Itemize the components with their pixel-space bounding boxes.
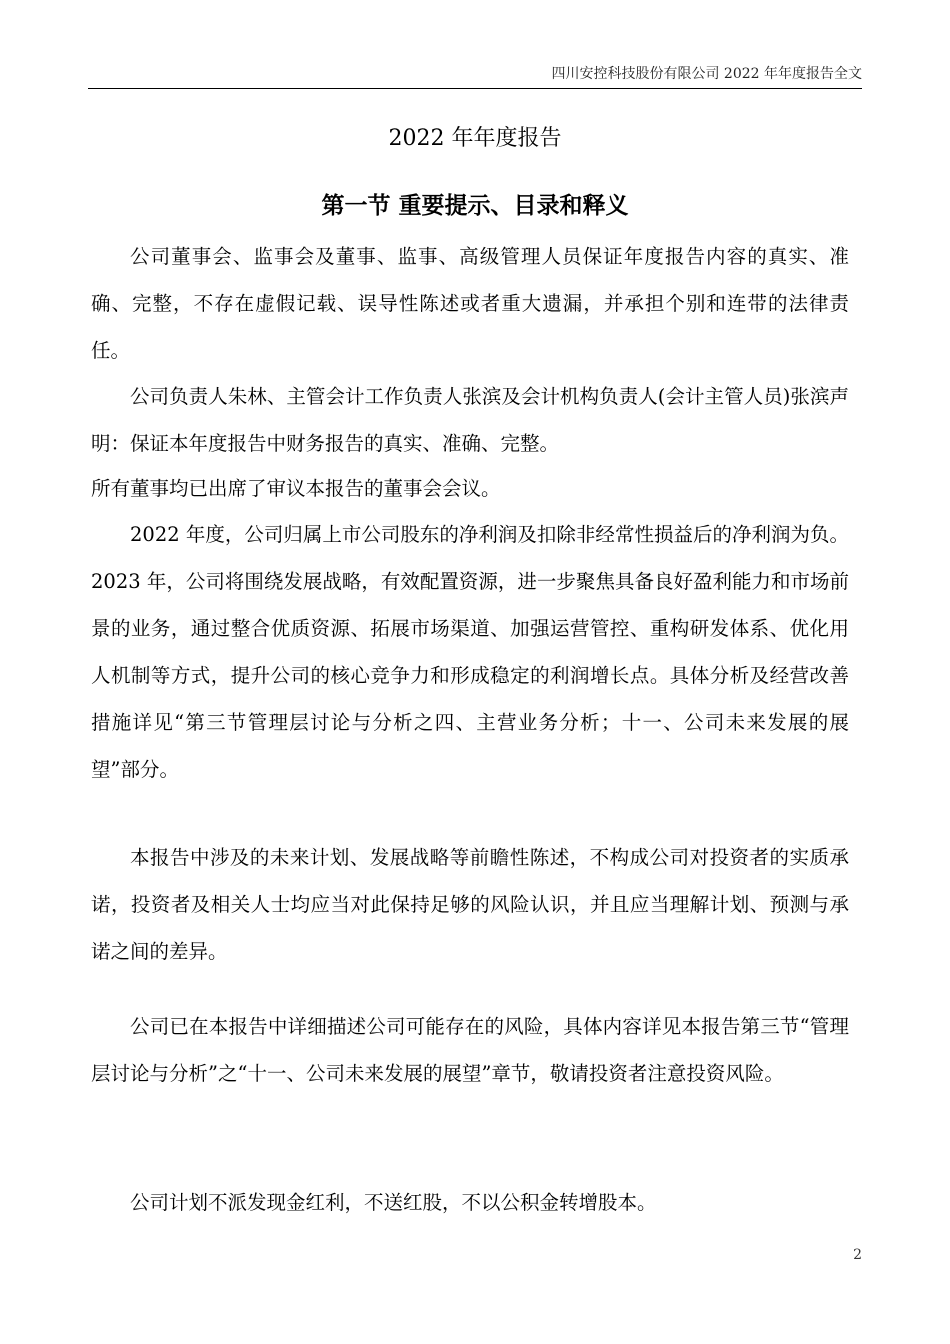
header-divider <box>88 88 862 89</box>
paragraph-dividend-plan: 公司计划不派发现金红利，不送红股，不以公积金转增股本。 <box>130 1191 657 1214</box>
paragraph-forward-looking: 本报告中涉及的未来计划、发展战略等前瞻性陈述，不构成公司对投资者的实质承诺，投资者及相关人士均应当对此保持足够的风险认识，并且应当理解计划、预测与承诺之间的差异。 <box>91 846 849 963</box>
section-title: 第一节 重要提示、目录和释义 <box>321 192 629 219</box>
paragraph-board-guarantee: 公司董事会、监事会及董事、监事、高级管理人员保证年度报告内容的真实、准确、完整，不存在虚假记载、误导性陈述或者重大遗漏，并承担个别和连带的法律责任。 <box>91 245 849 362</box>
paragraph-profit-outlook: 2022 年度，公司归属上市公司股东的净利润及扣除非经常性损益后的净利润为负。2023 年，公司将围绕发展战略，有效配置资源，进一步聚焦具备良好盈利能力和市场前景的业务，通过整合优质资源、拓展市场渠道、加强运营管控、重构研发体系、优化用人机制等方式，提升公司的核心竞争力和形成稳定的利润增长点。具体分析及经营改善措施详见“第三节管理层讨论与分析之四、主营业务分析；十一、公司未来发展的展望”部分。 <box>91 523 849 781</box>
paragraph-board-attendance: 所有董事均已出席了审议本报告的董事会会议。 <box>91 477 501 500</box>
paragraph-responsible-persons: 公司负责人朱林、主管会计工作负责人张滨及会计机构负责人(会计主管人员)张滨声明：保证本年度报告中财务报告的真实、准确、完整。 <box>91 385 849 455</box>
running-header: 四川安控科技股份有限公司 2022 年年度报告全文 <box>551 66 862 82</box>
paragraph-risk-notice: 公司已在本报告中详细描述公司可能存在的风险，具体内容详见本报告第三节“管理层讨论与分析”之“十一、公司未来发展的展望”章节，敬请投资者注意投资风险。 <box>91 1015 849 1085</box>
report-title: 2022 年年度报告 <box>388 126 562 151</box>
page-number: 2 <box>853 1247 862 1263</box>
